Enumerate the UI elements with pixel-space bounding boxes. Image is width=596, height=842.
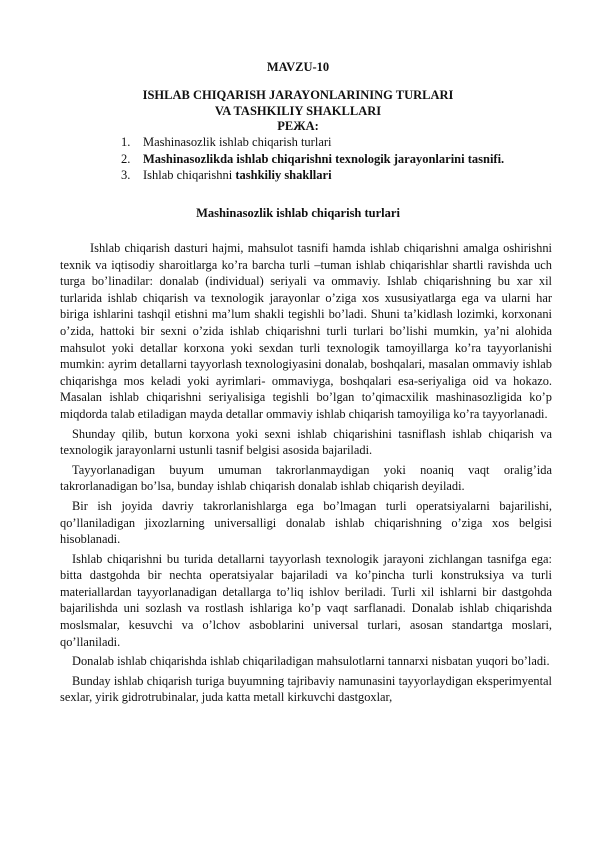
paragraph: Ishlab chiqarish dasturi hajmi, mahsulot tasnifi hamda ishlab chiqarishni amalga oshirishni texnik va iqtisodiy sharoitlarga ko’ra barcha turli –tuman ishlab chiqarishlar shartli ravishda uch turga bo’linadilar: donalab (individual) seriyali va ommaviy. Ishlab chiqarishning bu xar xil turlarida ishlab chiqarish va texnologik jarayonlar o’ziga xos xususiyatlarga ega va ularni har biriga ishlarini tashqil etishni ma’lum shakli tegishli bo’ladi. Shuni ta’kidlash lozimki, korxonani o’zida, hattoki bir sexni o’zida ishlab chiqarishni turli turlari bo’lishi mumkin, ya’ni alohida mahsulot yoki detallar korxona yoki sexdan turli texnologik tamoyillarga ko’ra tayyorlanishi mumkin: ayrim detallarni tayyorlash texnologiyasini donalab, boshqalari, masalan ommaviy ishlab chiqarishga mos keladi yoki ayrimlari- ommaviyga, boshqalari esa-seriyaliga oid va hokazo. Masalan ishlab chiqarishni seriyalisiga tegishli bo’lgan to’qimacxilik mashinasozligida ko’p miqdorda talab etiladigan mayda detallar ommaviy ishlab chiqarish tamoyiliga ko’ra tayyorlanadi. <box>60 241 552 421</box>
section-title: Mashinasozlik ishlab chiqarish turlari <box>196 206 400 220</box>
plan-item-bold-text: Mashinasozlikda ishlab chiqarishni texnologik jarayonlarini tasnifi. <box>143 151 505 166</box>
plan-item <box>121 134 504 151</box>
plan-item-bold-text: tashkiliy shakllari <box>235 168 332 182</box>
topic-heading-line-2: VA TASHKILIY SHAKLLARI <box>214 104 382 118</box>
plan-item <box>121 151 504 168</box>
plan-item-number: 2. <box>121 151 131 166</box>
paragraph: Donalab ishlab chiqarishda ishlab chiqariladigan mahsulotlarni tannarxi nisbatan yuqori bo’ladi. <box>72 654 550 669</box>
topic-heading-line-1: ISHLAB CHIQARISH JARAYONLARINING TURLARI <box>142 88 454 102</box>
paragraph: Ishlab chiqarishni bu turida detallarni tayyorlash texnologik jarayoni zichlangan tasnifga ega: bitta dastgohda bir nechta operatsiyalar bajariladi va ko’pincha turli konstruksiya va turli materiallardan tayyorlanadigan detallarga to’liq ishlov beriladi. Turli xil ishlarni bir dastgohda bajarilishda uni sozlash va rostlash ishlariga ko’p vaqt sarflanadi. Donalab ishlab chiqarishda moslsmalar, kesuvchi va o’lchov asboblarini universal turlari, asosan standartga moslari, qo’llaniladi. <box>60 551 552 649</box>
plan-item-number: 3. <box>121 168 131 182</box>
paragraph: Bunday ishlab chiqarish turiga buyumning tajribaviy namunasini tayyorlaydigan eksperimyental sexlar, yirik gidrotrubinalar, juda katta metall kirkuvchi dastgoxlar, <box>60 673 552 705</box>
paragraph: Tayyorlanadigan buyum umuman takrorlanmaydigan yoki noaniq vaqt oralig’ida takrorlanadigan bo’lsa, bunday ishlab chiqarish donalab ishlab chiqarish deyiladi. <box>60 462 552 494</box>
paragraph: Shunday qilib, butun korxona yoki sexni ishlab chiqarishini tasniflash ishlab chiqarish va texnologik jarayonlarni ustunli tasnif belgisi asosida bajariladi. <box>60 426 552 458</box>
topic-heading <box>0 87 596 119</box>
plan-label: РЕЖА: <box>277 119 319 133</box>
plan-item <box>121 167 504 184</box>
plan-item-text: Ishlab chiqarishni <box>143 168 236 182</box>
plan-item-number: 1. <box>121 135 131 149</box>
body-text <box>60 240 552 709</box>
page-title: MAVZU-10 <box>266 60 330 74</box>
plan-item-text: Mashinasozlik ishlab chiqarish turlari <box>143 135 332 149</box>
paragraph: Bir ish joyida davriy takrorlanishlarga ega bo’lmagan turli operatsiyalarni bajarilishi, qo’llaniladigan jixozlarning universalligi donalab ishlab chiqarishning o’ziga xos belgisi hisoblanadi. <box>60 498 552 547</box>
plan-list <box>121 134 504 184</box>
